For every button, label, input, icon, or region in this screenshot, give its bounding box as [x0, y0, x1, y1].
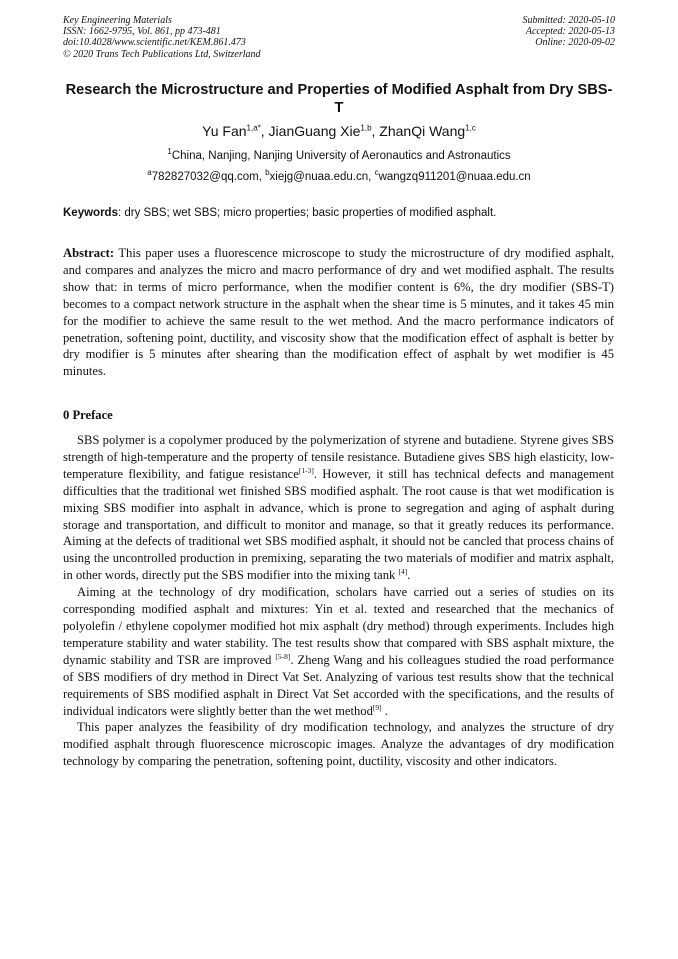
- keywords-text: : dry SBS; wet SBS; micro properties; basic properties of modified asphalt.: [117, 207, 497, 219]
- section-body: [63, 432, 614, 770]
- paragraph-text: .: [381, 703, 388, 718]
- abstract-label: Abstract:: [63, 246, 115, 260]
- paragraph-text: . However, it still has technical defects and management difficulties that the traditional wet finished SBS modified asphalt. The root cause is that wet modification is mixing SBS modifier into asphalt in advance, which is prone to segregation and aging of asphalt during storage and transportation, and difficult to monitor and manage, so that it greatly reduces its performance. Aiming at the defects of traditional wet SBS modified asphalt, it should not be cancled that process chains of using the uncontrolled production in premixing, separating the two materials of modifier and matrix asphalt, in other words, directly put the SBS modifier into the mixing tank: [63, 466, 615, 583]
- email-list: $^a$782827032@qq.com, $^b$xiejg@nuaa.edu.cn, $^c$wangzq911201@nuaa.edu.cn: [147, 168, 531, 183]
- citation[interactable]: [1-3]: [298, 465, 314, 475]
- copyright: © 2020 Trans Tech Publications Ltd, Switzerland: [63, 48, 261, 60]
- paper-title: Research the Microstructure and Properties of Modified Asphalt from Dry SBS-T: [65, 82, 613, 116]
- paragraph-text: SBS polymer is a copolymer produced by the polymerization of styrene and butadiene. Styrene gives SBS strength of high-temperature and the property of tensile resistance. Butadiene gives SBS high elasticity, low-temperature flexibility, and fatigue resistance: [63, 433, 614, 481]
- author-affiliation-mark: 1,b: [360, 123, 372, 133]
- section-heading: 0 Preface: [63, 408, 113, 422]
- email-mark: b: [265, 168, 270, 178]
- author-affiliation-mark: 1,c: [465, 123, 476, 133]
- author-list: Yu Fan$^{1,a*}$, JianGuang Xie$^{1,b}$, ZhanQi Wang$^{1,c}$: [202, 123, 476, 139]
- email-link[interactable]: wangzq911201@nuaa.edu.cn: [378, 171, 531, 183]
- keywords-label: Keywords: [63, 207, 118, 219]
- paragraph: This paper analyzes the feasibility of dry modification technology, and analyzes the structure of dry modified asphalt through fluorescence microscopic images. Analyze the advantages of dry modification technology by comparing the penetration, softening point, ductility, viscosity and other indicators.: [63, 720, 614, 769]
- affiliation-text: China, Nanjing, Nanjing University of Aeronautics and Astronautics: [171, 150, 511, 162]
- author-name: Yu Fan: [202, 123, 247, 139]
- email-link[interactable]: 782827032@qq.com: [151, 171, 259, 183]
- paragraph: [63, 584, 614, 719]
- author-affiliation-mark: 1,a*: [246, 123, 261, 133]
- citation[interactable]: [4]: [398, 567, 408, 577]
- affiliation-mark: 1: [167, 147, 172, 157]
- email-mark: c: [374, 168, 379, 178]
- journal-name: Key Engineering Materials: [63, 15, 172, 26]
- issn: ISSN: 1662-9795, Vol. 861, pp 473-481: [63, 26, 221, 38]
- citation[interactable]: [5-8]: [275, 651, 291, 661]
- affiliation: [63, 147, 615, 162]
- publication-dates: [523, 15, 616, 49]
- paragraph: [63, 432, 614, 584]
- paragraph-text: .: [407, 568, 411, 583]
- email-link[interactable]: xiejg@nuaa.edu.cn: [269, 171, 369, 183]
- email-mark: a: [147, 168, 152, 178]
- author-name: JianGuang Xie: [268, 123, 361, 139]
- paragraph-text: Aiming at the technology of dry modification, scholars have carried out a series of studies on its corresponding modified asphalt and mixtures: Yin et al. texted and researched that the mechanics of polyolefin / ethylene copolymer modified hot mix asphalt (dry method) through experiments. Includes high temperature stability and water stability. The test results show that compared with SBS asphalt mixture, the dynamic stability and TSR are improved: [63, 585, 614, 667]
- journal-info: [63, 15, 261, 60]
- abstract-text: This paper uses a fluorescence microscope to study the microstructure of dry modified asphalt, and compares and analyzes the micro and macro performance of dry and wet modified asphalt. The results show that: in terms of micro performance, when the modifier content is 6%, the dry modifier (SBS-T) becomes to a compact network structure in the asphalt when the shear time is 5 minutes, and it takes 45 min for the modifier to achieve the same result to the wet method. And the macro performance indicators of penetration, softening point, ductility, and viscosity show that the modification effect of asphalt is better by dry modifier is 5 minutes after shearing than the modification effect of asphalt by wet modifier is 45 minutes.: [63, 246, 614, 379]
- submitted-date: Submitted: 2020-05-10: [522, 15, 615, 26]
- abstract: [63, 245, 614, 380]
- accepted-date: Accepted: 2020-05-13: [525, 26, 615, 38]
- doi[interactable]: doi:10.4028/www.scientific.net/KEM.861.473: [63, 37, 246, 49]
- online-date: Online: 2020-09-02: [535, 37, 615, 49]
- citation[interactable]: [9]: [372, 702, 382, 712]
- paragraph-text: . Zheng Wang and his colleagues studied the road performance of SBS modifiers of dry method in Direct Vat Set. Analyzing of various test results show that the technical requirements of SBS modified asphalt in Direct Vat Set accorded with the specifications, and the results of individual indicators were slightly better than the wet method: [63, 652, 614, 718]
- keywords: [63, 207, 615, 219]
- author-name: ZhanQi Wang: [379, 123, 466, 139]
